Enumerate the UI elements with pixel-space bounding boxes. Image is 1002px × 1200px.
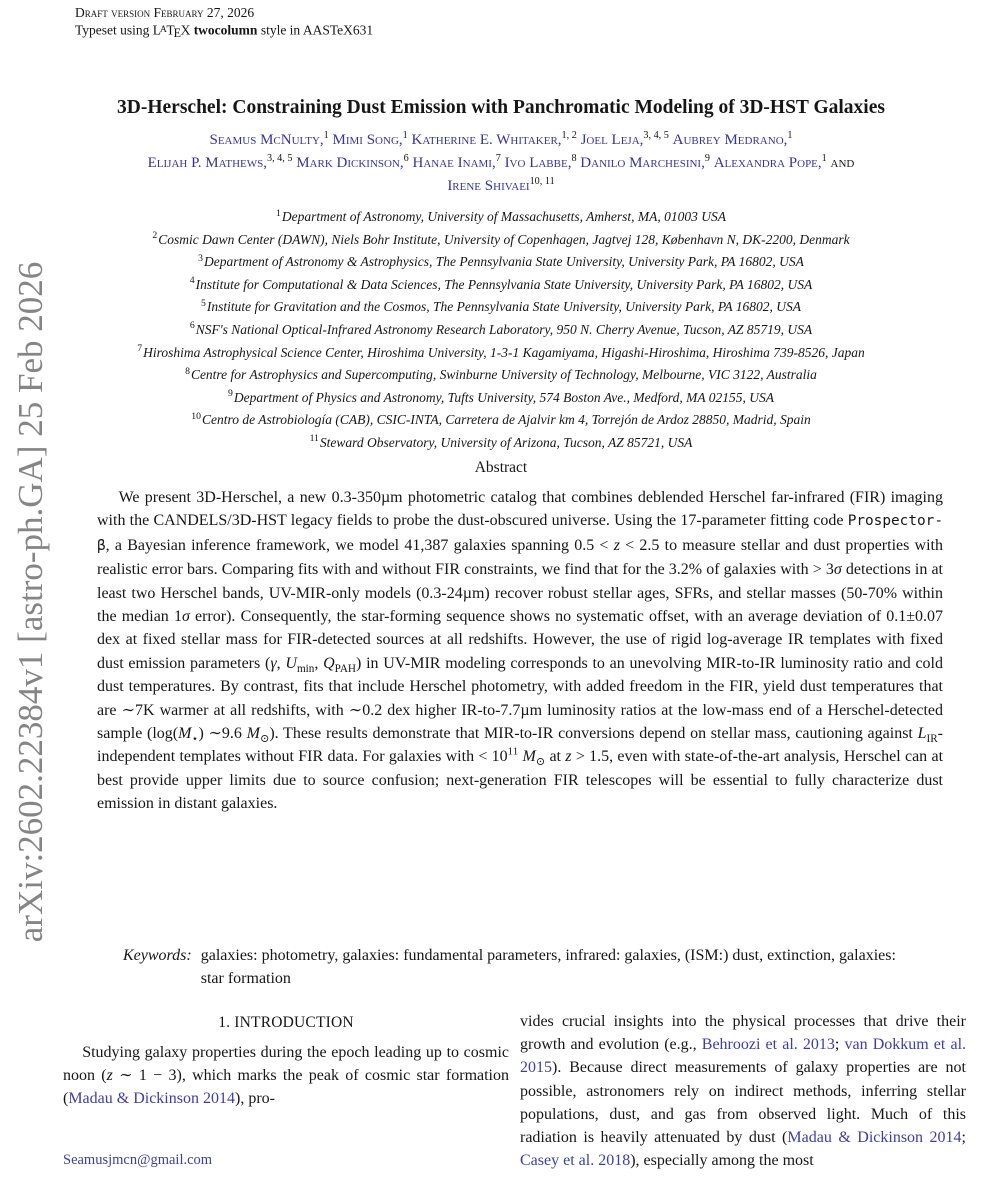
- draft-version-line: Draft version February 27, 2026: [75, 5, 255, 20]
- subscript-text: ⋆: [191, 733, 199, 746]
- affiliation-number: 8: [185, 365, 190, 377]
- author-name-link[interactable]: Danilo Marchesini,: [580, 155, 705, 171]
- author-name-link[interactable]: Irene Shivaei: [447, 178, 530, 194]
- author-line-3: [28, 175, 974, 198]
- author-name-link[interactable]: Alexandra Pope,: [713, 155, 822, 171]
- affiliation-row: [28, 274, 974, 297]
- text-segment: T: [166, 22, 175, 38]
- draft-header: [75, 4, 373, 42]
- superscript-text: 1: [821, 153, 827, 164]
- subscript-text: IR: [926, 733, 938, 746]
- subscript-text: min: [296, 663, 315, 676]
- superscript-text: 8: [571, 153, 577, 164]
- bold-text: twocolumn: [193, 22, 258, 38]
- math-text: z: [565, 748, 572, 766]
- citation-link[interactable]: Madau & Dickinson 2014: [68, 1090, 235, 1108]
- text-segment: ) in UV-MIR modeling corresponds to an unevolving MIR-to-IR luminosity ratio and cold dust temperatures. By contrast, fits that include Herschel photometry, with added freedom in the FIR, yield dust temperatures that are ∼7K warmer at all redshifts, with ∼0.2 dex higher IR-to-7.7µm luminosity ratios at the low-mass end of a Herschel-detected sample (log(: [97, 654, 943, 743]
- math-text: σ: [833, 561, 842, 579]
- text-segment: ,: [314, 654, 324, 672]
- subscript-text: PAH: [334, 663, 357, 676]
- author-name-link[interactable]: Ivo Labbe,: [504, 155, 572, 171]
- author-name-link[interactable]: Mark Dickinson,: [296, 155, 404, 171]
- intro-paragraph-right: [520, 1010, 966, 1172]
- text-segment: vides crucial insights into the physical processes that drive their growth and evolution (e.g.,: [520, 1013, 966, 1054]
- affiliation-text: Department of Astronomy & Astrophysics, The Pennsylvania State University, University Park, PA 16802, USA: [204, 254, 804, 270]
- math-text: M: [522, 748, 536, 766]
- affiliation-text: Centro de Astrobiología (CAB), CSIC-INTA, Carretera de Ajalvir km 4, Torrejón de Ardoz 28850, Madrid, Spain: [201, 412, 811, 428]
- text-segment: , a Bayesian inference framework, we model 41,387 galaxies spanning 0.5 <: [105, 536, 614, 554]
- affiliation-text: Institute for Gravitation and the Cosmos, The Pennsylvania State University, University Park, PA 16802, USA: [206, 299, 802, 315]
- affiliation-number: 3: [198, 252, 204, 264]
- affiliations-list: [28, 206, 974, 455]
- intro-left-column: [63, 1014, 509, 1111]
- subscript-text: ⊙: [535, 756, 546, 769]
- affiliation-text: Department of Astronomy, University of Massachusetts, Amherst, MA, 01003 USA: [281, 209, 726, 224]
- text-segment: style in AASTeX631: [257, 22, 374, 38]
- text-segment: ). Because direct measurements of galaxy properties are not possible, astronomers rely on indirect methods, inferring stellar populations, dust, and gas from observed light. Much of this radiation is heavily attenuated by dust (: [520, 1059, 966, 1147]
- text-segment: We present 3D-Herschel, a new 0.3-350µm photometric catalog that combines deblended Herschel far-infrared (FIR) imaging with the CANDELS/3D-HST legacy fields to probe the dust-obscured universe. Using the 17-parameter fitting code: [97, 489, 943, 530]
- text-segment: X: [180, 22, 194, 38]
- author-name-link[interactable]: Aubrey Medrano,: [672, 132, 788, 148]
- superscript-text: 10, 11: [529, 176, 555, 187]
- math-text: M: [246, 725, 260, 743]
- affiliation-row: [28, 364, 974, 387]
- authors-block: [28, 129, 974, 198]
- citation-link[interactable]: Behroozi et al. 2013: [701, 1036, 835, 1054]
- intro-right-column: [520, 1010, 966, 1172]
- text-segment: ;: [961, 1129, 966, 1147]
- affiliation-number: 4: [189, 275, 195, 287]
- author-name-link[interactable]: Elijah P. Mathews,: [147, 155, 267, 171]
- subscript-text: ⊙: [259, 733, 270, 746]
- text-segment: < 2.5 to measure stellar and dust properties with realistic error bars. Comparing fits with and without FIR constraints, we find that for the 3.2% of galaxies with > 3: [97, 536, 944, 579]
- affiliation-row: [28, 296, 974, 319]
- text-segment: ) ∼9.6: [198, 725, 247, 743]
- citation-link[interactable]: van Dokkum et al. 2015: [520, 1036, 967, 1077]
- author-name-link[interactable]: Hanae Inami,: [412, 155, 496, 171]
- math-text: z: [106, 1067, 113, 1085]
- affiliation-text: Steward Observatory, University of Arizona, Tucson, AZ 85721, USA: [319, 434, 693, 450]
- code-text: Prospector-β: [97, 513, 943, 554]
- affiliation-number: 11: [309, 433, 319, 445]
- superscript-text: 7: [495, 153, 501, 164]
- paper-title: 3D-Herschel: Constraining Dust Emission with Panchromatic Modeling of 3D-HST Galaxies: [117, 97, 885, 118]
- arxiv-watermark: arXiv:2602.22384v1 [astro-ph.GA] 25 Feb 2026: [11, 261, 50, 943]
- text-segment: at: [545, 748, 566, 766]
- affiliation-row: [28, 342, 974, 365]
- author-line-1: [28, 129, 974, 152]
- author-name-link[interactable]: Seamus McNulty,: [209, 132, 324, 148]
- text-segment: ,: [276, 654, 286, 672]
- author-name-link[interactable]: Joel Leja,: [580, 132, 644, 148]
- math-text: σ: [181, 608, 190, 626]
- typeset-line: [75, 21, 373, 42]
- smallcaps-text: and: [830, 155, 855, 171]
- author-line-2: [28, 152, 974, 175]
- abstract-body: [97, 486, 943, 816]
- affiliation-text: Hiroshima Astrophysical Science Center, Hiroshima University, 1-3-1 Kagamiyama, Higashi-Hiroshima, Hiroshima 739-8526, Japan: [143, 344, 865, 360]
- text-segment: detections in at least two Herschel bands, UV-MIR-only models (0.3-24µm) recover robust stellar ages, SFRs, and stellar masses (50-70% within the median 1: [97, 561, 943, 626]
- affiliation-text: Department of Physics and Astronomy, Tufts University, 574 Boston Ave., Medford, MA 02155, USA: [233, 389, 774, 405]
- superscript-text: 1, 2: [561, 130, 577, 141]
- latex-logo-part: E: [173, 26, 182, 41]
- section-heading-introduction: 1. INTRODUCTION: [218, 1014, 354, 1031]
- text-segment: ). These results demonstrate that MIR-to-IR conversions depend on stellar mass, cautioning against: [269, 725, 918, 743]
- affiliation-number: 9: [228, 388, 233, 400]
- superscript-text: 6: [403, 153, 409, 164]
- affiliation-number: 5: [200, 297, 206, 309]
- superscript-text: 3, 4, 5: [643, 130, 669, 141]
- math-text: M: [178, 725, 192, 743]
- math-text: z: [613, 536, 620, 554]
- text-segment: ;: [834, 1036, 845, 1054]
- superscript-text: 1: [402, 130, 408, 141]
- superscript-text: 9: [704, 153, 710, 164]
- affiliation-number: 1: [276, 207, 281, 219]
- affiliation-row: [28, 432, 974, 455]
- text-segment: error). Consequently, the star-forming sequence shows no systematic offset, with an average deviation of 0.1±0.07 dex at fixed stellar mass for FIR-detected sources at all redshifts. However, the use of rigid log-average IR templates with fixed dust emission parameters (: [97, 608, 943, 672]
- affiliation-row: [28, 409, 974, 432]
- text-segment: ), pro-: [234, 1090, 275, 1108]
- affiliation-text: NSF's National Optical-Infrared Astronomy Research Laboratory, 950 N. Cherry Avenue, Tucson, AZ 85719, USA: [195, 321, 813, 337]
- affiliation-number: 2: [152, 230, 158, 242]
- abstract-heading: Abstract: [474, 459, 528, 476]
- affiliation-row: [28, 229, 974, 252]
- latex-logo-part: A: [159, 24, 167, 35]
- citation-link[interactable]: Madau & Dickinson 2014: [787, 1129, 962, 1147]
- keywords-label: Keywords:: [123, 947, 192, 964]
- superscript-text: 1: [787, 130, 793, 141]
- affiliation-row: [28, 319, 974, 342]
- math-text: γ: [270, 654, 277, 672]
- affiliation-row: [28, 251, 974, 274]
- text-segment: ∼ 1 − 3), which marks the peak of cosmic star formation (: [63, 1067, 510, 1108]
- superscript-text: 1: [323, 130, 329, 141]
- author-name-link[interactable]: Katherine E. Whitaker,: [411, 132, 562, 148]
- keywords-block: [123, 944, 923, 991]
- intro-paragraph-left: [63, 1041, 509, 1111]
- text-segment: Typeset using L: [75, 22, 162, 38]
- superscript-text: 3, 4, 5: [266, 153, 293, 164]
- affiliation-row: [28, 206, 974, 229]
- text-segment: > 1.5, even with state-of-the-art analysis, Herschel can at best provide upper limits due to source confusion; next-generation FIR telescopes will be essential to fully characterize dust emission in distant galaxies.: [97, 748, 944, 813]
- math-text: Q: [323, 654, 335, 672]
- citation-link[interactable]: Casey et al. 2018: [520, 1152, 631, 1170]
- affiliation-number: 7: [137, 343, 143, 355]
- affiliation-text: Institute for Computational & Data Sciences, The Pennsylvania State University, University Park, PA 16802, USA: [195, 276, 813, 292]
- keywords-text: galaxies: photometry, galaxies: fundamental parameters, infrared: galaxies, (ISM:) dust, extinction, galaxies: star formation: [200, 947, 896, 988]
- affiliation-number: 6: [189, 320, 195, 332]
- text-segment: -independent templates without FIR data. For galaxies with < 10: [97, 725, 943, 766]
- superscript-text: 11: [507, 746, 519, 759]
- email-link[interactable]: Seamusjmcn@gmail.com: [63, 1152, 213, 1168]
- affiliation-number: 10: [191, 410, 201, 422]
- math-text: U: [285, 654, 297, 672]
- affiliation-text: Cosmic Dawn Center (DAWN), Niels Bohr Institute, University of Copenhagen, Jagtvej 128, København N, DK-2200, Denmark: [158, 231, 850, 247]
- affiliation-row: [28, 387, 974, 410]
- author-name-link[interactable]: Mimi Song,: [332, 132, 403, 148]
- math-text: L: [917, 725, 927, 743]
- text-segment: Studying galaxy properties during the epoch leading up to cosmic noon (: [63, 1044, 509, 1085]
- affiliation-text: Centre for Astrophysics and Supercomputing, Swinburne University of Technology, Melbourne, VIC 3122, Australia: [190, 367, 817, 383]
- text-segment: ), especially among the most: [630, 1152, 814, 1170]
